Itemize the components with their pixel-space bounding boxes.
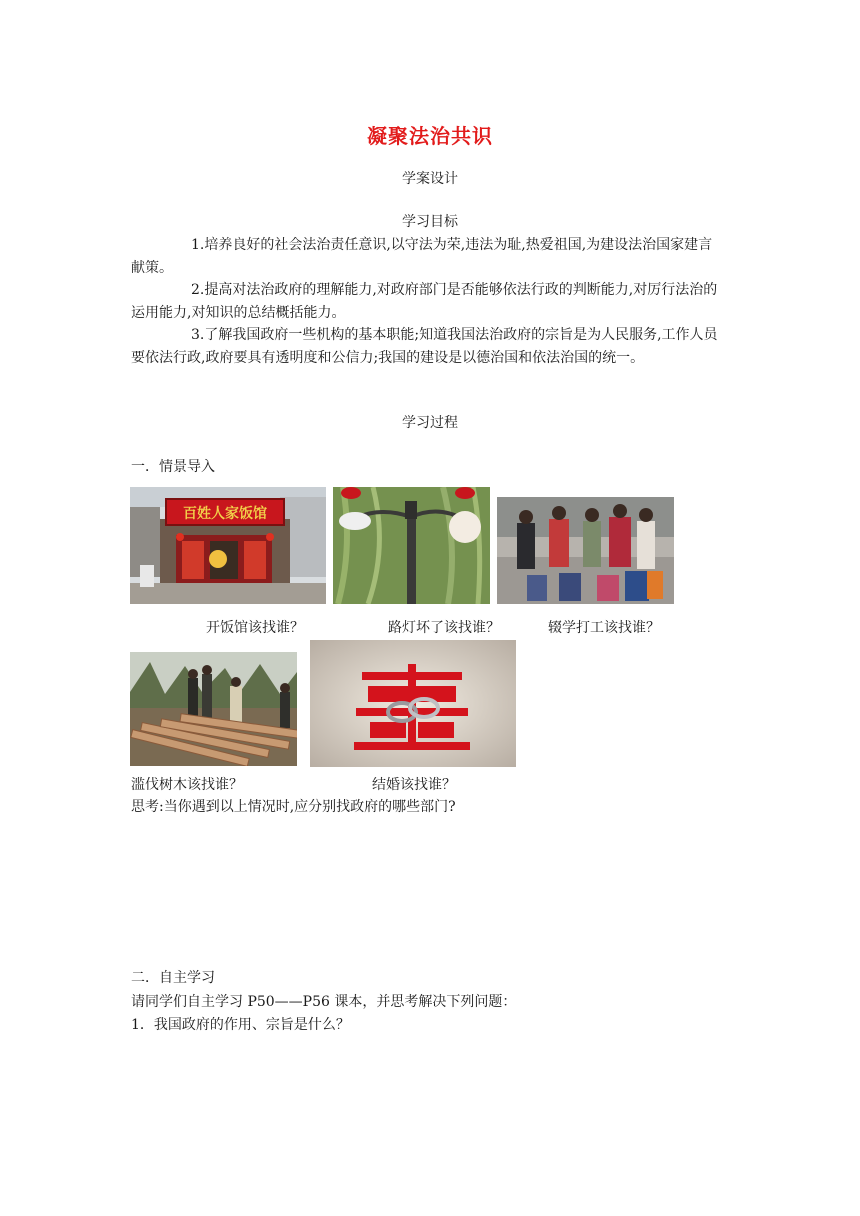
students-luggage-photo: [497, 497, 674, 604]
section1-heading: 一．情景导入: [131, 459, 215, 475]
objective-2: 2.提高对法治政府的理解能力,对政府部门是否能够依法行政的判断能力,对厉行法治的运用能力,对知识的总结概括能力。: [131, 282, 718, 321]
think-question: 思考:当你遇到以上情况时,应分别找政府的哪些部门?: [131, 799, 456, 815]
wedding-photo: [310, 640, 516, 767]
section2-heading: 二．自主学习: [131, 970, 215, 986]
objective-3: 3.了解我国政府一些机构的基本职能;知道我国法治政府的宗旨是为人民服务,工作人员要依法行政,政府要具有透明度和公信力;我国的建设是以德治国和依法治国的统一。: [131, 327, 718, 366]
objective-1: 1.培养良好的社会法治责任意识,以守法为荣,违法为耻,热爱祖国,为建设法治国家建言献策。: [131, 237, 713, 276]
section2-intro: 请同学们自主学习 P50——P56 课本，并思考解决下列问题：: [131, 994, 517, 1010]
caption-wedding: 结婚该找谁？: [372, 777, 456, 793]
logging-photo: [130, 652, 297, 766]
subtitle: 学案设计: [402, 171, 458, 187]
restaurant-sign-text: 百姓人家饭馆: [183, 506, 267, 522]
process-heading: 学习过程: [402, 415, 458, 431]
caption-logging: 滥伐树木该找谁？: [131, 777, 243, 793]
street-lamp-photo: [333, 487, 490, 604]
restaurant-photo: [130, 487, 326, 604]
caption-restaurant: 开饭馆该找谁？: [206, 620, 304, 636]
objectives-heading: 学习目标: [402, 214, 458, 230]
question-1: 1．我国政府的作用、宗旨是什么？: [131, 1017, 350, 1033]
caption-dropout: 辍学打工该找谁？: [548, 620, 660, 636]
caption-street-lamp: 路灯坏了该找谁？: [388, 620, 500, 636]
page-title: 凝聚法治共识: [367, 124, 493, 148]
